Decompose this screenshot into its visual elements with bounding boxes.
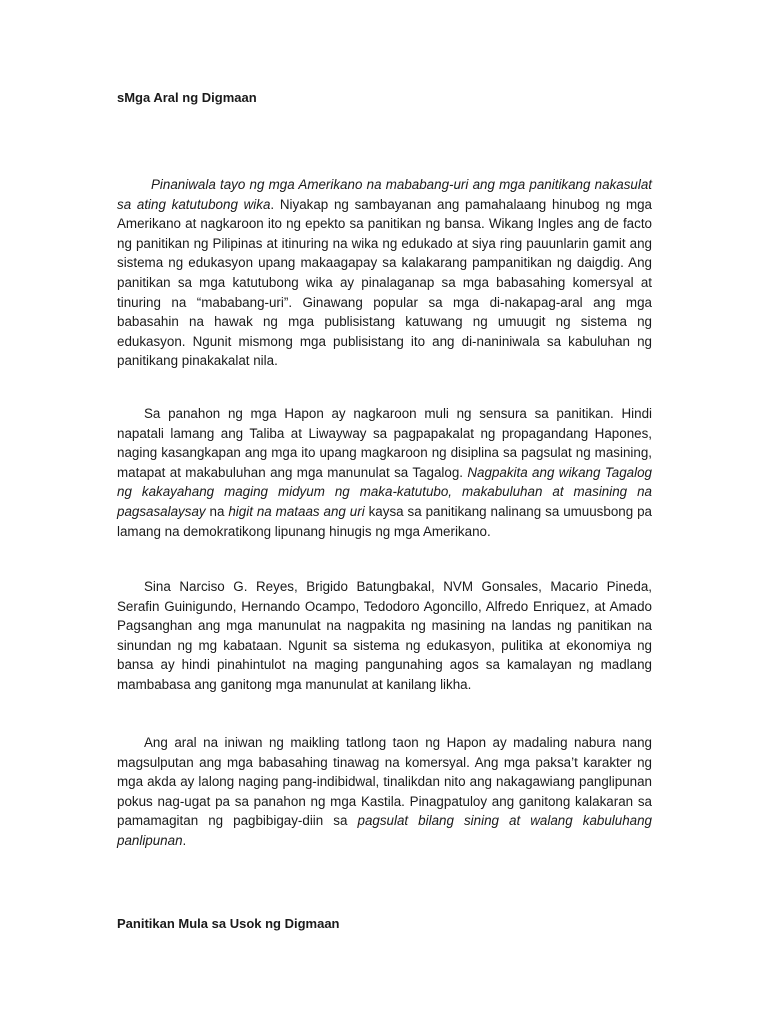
paragraph-1 bbox=[117, 175, 652, 371]
paragraph-3 bbox=[117, 577, 652, 695]
italic-text-run: Nagpakita ang wikang Tagalog ng kakayahang maging midyum ng maka-katutubo, makabuluhan at masining na pagsasalaysay bbox=[117, 464, 652, 519]
paragraph-4 bbox=[117, 733, 652, 851]
italic-text-run: higit na mataas ang uri bbox=[228, 503, 365, 519]
text-run: . bbox=[182, 832, 187, 848]
text-run: Ang aral na iniwan ng maikling tatlong taon ng Hapon ay madaling nabura nang magsulputan ang mga babasahing tinawag na komersyal. Ang mga paksa’t karakter ng mga akda ay lalong naging pang-indibidwal, tinalikdan nito ang nakagawiang panglipunan pokus nag-ugat pa sa panahon ng mga Kastila. Pinagpatuloy ang ganitong kalakaran sa pamamagitan ng pagbibigay-diin sa bbox=[117, 735, 652, 829]
text-run: Sina Narciso G. Reyes, Brigido Batungbakal, NVM Gonsales, Macario Pineda, Serafin Guinigundo, Hernando Ocampo, Tedodoro Agoncillo, Alfredo Enriquez, at Amado Pagsanghan ang mga manunulat na nagpakita ng masining na landas ng panitikan na sinundan ng mg kabataan. Ngunit sa sistema ng edukasyon, pulitika at ekonomiya ng bansa ay hindi pinahintulot na maging pangunahing agos sa kamalayan ng madlang mambabasa ang ganitong mga manunulat at kanilang likha. bbox=[117, 579, 652, 692]
text-run: na bbox=[205, 503, 229, 519]
text-run: Sa panahon ng mga Hapon ay nagkaroon muli ng sensura sa panitikan. Hindi napatali lamang ang Taliba at Liwayway sa pagpapakalat ng propagandang Hapones, naging kasangkapan ang mga ito upang magkaroon ng disiplina sa pagsulat ng masining, matapat at makabuluhan ang mga manunulat sa Tagalog. bbox=[117, 406, 652, 480]
document-title: sMga Aral ng Digmaan bbox=[117, 90, 257, 105]
italic-text-run: pagsulat bilang sining at walang kabuluhang panlipunan bbox=[117, 813, 652, 848]
paragraph-2 bbox=[117, 404, 652, 541]
italic-text-run: Pinaniwala tayo ng mga Amerikano na mababang-uri ang mga panitikang nakasulat sa ating katutubong wika bbox=[117, 177, 652, 212]
section-heading: Panitikan Mula sa Usok ng Digmaan bbox=[117, 916, 340, 931]
text-run: kaysa sa panitikang nalinang sa umuusbong pa lamang na demokratikong lipunang hinugis ng mga Amerikano. bbox=[117, 503, 652, 539]
text-run: . Niyakap ng sambayanan ang pamahalaang hinubog ng mga Amerikano at nagkaroon ito ng epekto sa panitikan ng bansa. Wikang Ingles ang de facto ng panitikan ng Pilipinas at itinuring na wika ng edukado at siya ring pauunlarin gamit ang sistema ng edukasyon upang makaagapay sa kalakarang pampanitikan ng daigdig. Ang panitikan sa mga katutubong wika ay pinalaganap sa mga babasahing komersyal at tinuring na “mababang-uri”. Ginawang popular sa mga di-nakapag-aral ang mga babasahin na hawak ng mga publisistang katuwang ng umuugit ng sistema ng edukasyon. Ngunit mismong mga publisistang ito ang di-naniniwala sa kabuluhan ng panitikang pinakakalat nila. bbox=[117, 196, 652, 369]
